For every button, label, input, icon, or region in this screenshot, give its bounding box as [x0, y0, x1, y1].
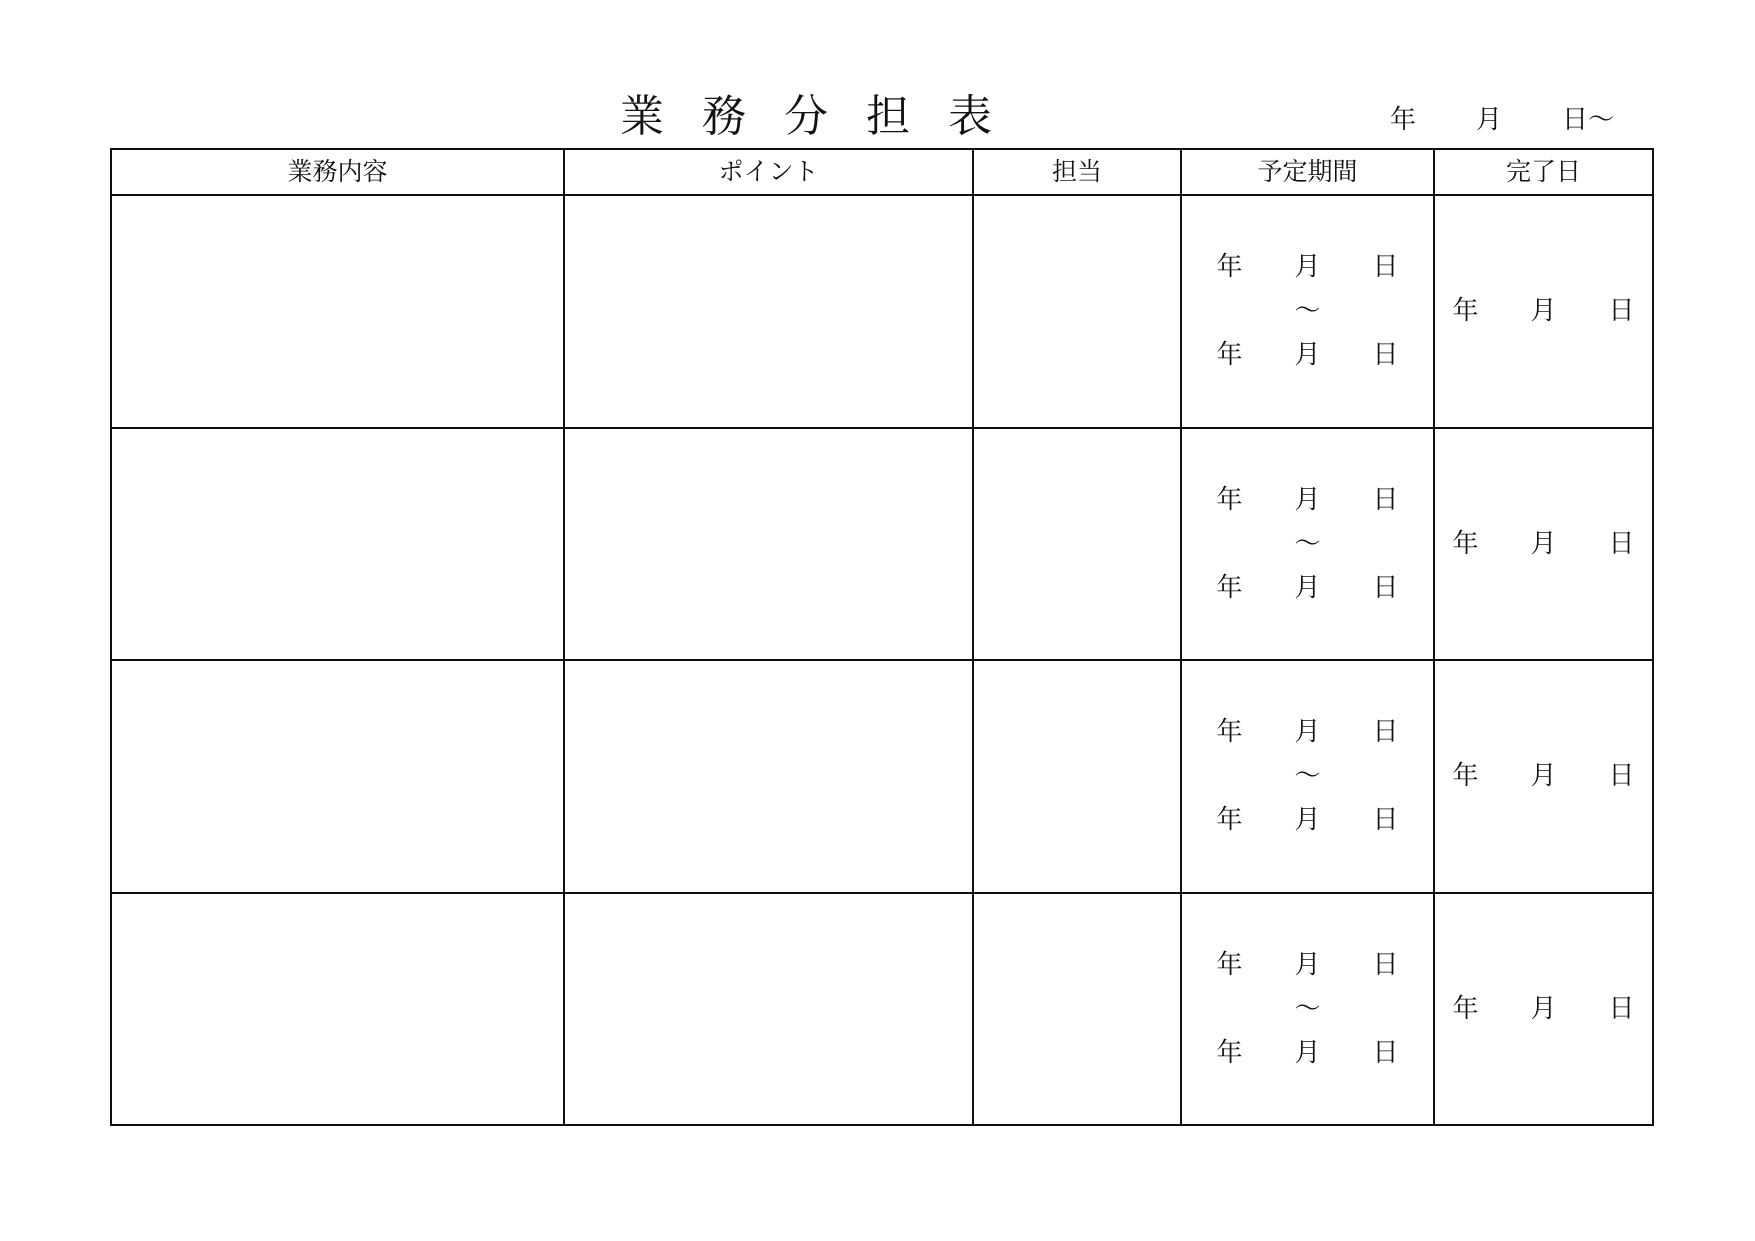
completed-date: 年 月 日: [1452, 761, 1635, 792]
period-cell[interactable]: [1181, 428, 1434, 661]
period-cell[interactable]: [1181, 195, 1434, 428]
column-header-period: 予定期間: [1181, 149, 1434, 195]
content-cell[interactable]: [111, 428, 564, 661]
period-separator: 〜: [1294, 993, 1321, 1024]
table-header-row: [111, 149, 1653, 195]
header-date-year: 年: [1390, 105, 1417, 135]
completed-date: 年 月 日: [1452, 993, 1635, 1024]
period-start: 年 月 日: [1216, 949, 1399, 980]
content-cell[interactable]: [111, 195, 564, 428]
person-cell[interactable]: [973, 660, 1181, 893]
period-separator: 〜: [1294, 761, 1321, 792]
table-row: [111, 893, 1653, 1126]
column-header-point: ポイント: [564, 149, 973, 195]
table-row: [111, 428, 1653, 661]
completed-cell[interactable]: [1434, 660, 1653, 893]
completed-cell[interactable]: [1434, 195, 1653, 428]
content-cell[interactable]: [111, 893, 564, 1126]
period-end: 年 月 日: [1216, 340, 1399, 371]
point-cell[interactable]: [564, 660, 973, 893]
content-cell[interactable]: [111, 660, 564, 893]
completed-cell[interactable]: [1434, 893, 1653, 1126]
page-title: 業 務 分 担 表: [620, 91, 1004, 142]
completed-date: 年 月 日: [1452, 528, 1635, 559]
table-row: [111, 660, 1653, 893]
period-separator: 〜: [1294, 296, 1321, 327]
point-cell[interactable]: [564, 428, 973, 661]
period-start: 年 月 日: [1216, 252, 1399, 283]
period-cell[interactable]: [1181, 893, 1434, 1126]
header-date-day: 日〜: [1562, 105, 1615, 135]
person-cell[interactable]: [973, 195, 1181, 428]
column-header-person: 担当: [973, 149, 1181, 195]
period-end: 年 月 日: [1216, 572, 1399, 603]
person-cell[interactable]: [973, 428, 1181, 661]
column-header-content: 業務内容: [111, 149, 564, 195]
table-row: [111, 195, 1653, 428]
column-header-completed: 完了日: [1434, 149, 1653, 195]
task-table: [110, 148, 1654, 1126]
person-cell[interactable]: [973, 893, 1181, 1126]
header-date-month: 月: [1476, 105, 1503, 135]
point-cell[interactable]: [564, 195, 973, 428]
period-cell[interactable]: [1181, 660, 1434, 893]
period-end: 年 月 日: [1216, 805, 1399, 836]
completed-date: 年 月 日: [1452, 296, 1635, 327]
period-start: 年 月 日: [1216, 484, 1399, 515]
period-end: 年 月 日: [1216, 1037, 1399, 1068]
period-separator: 〜: [1294, 528, 1321, 559]
completed-cell[interactable]: [1434, 428, 1653, 661]
point-cell[interactable]: [564, 893, 973, 1126]
period-start: 年 月 日: [1216, 717, 1399, 748]
